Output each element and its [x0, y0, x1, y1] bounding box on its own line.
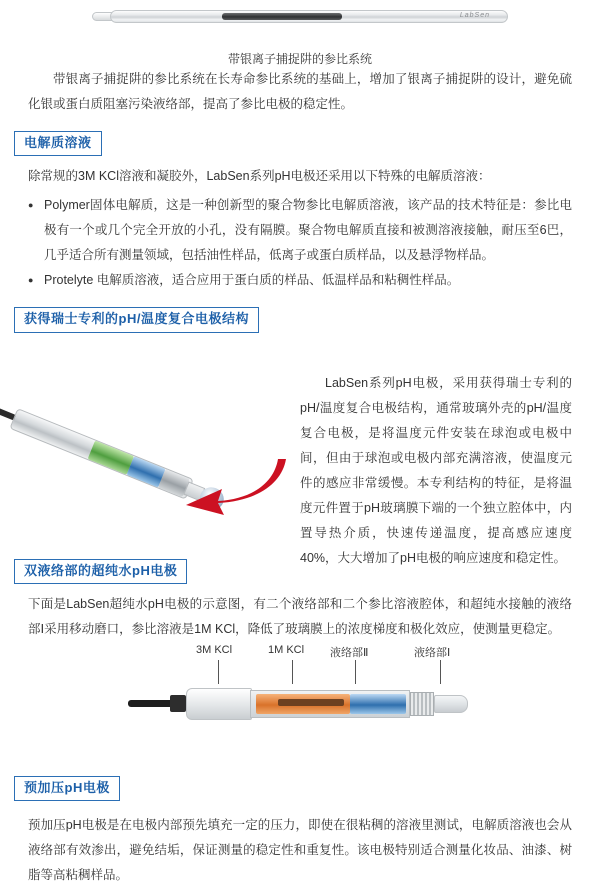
- ph-temp-structure-paragraph: LabSen系列pH电极，采用获得瑞士专利的pH/温度复合电极结构，通常玻璃外壳的pH/温度复合电极，是将温度元件安装在球泡或电极中间，但由于球泡或电极内部充满溶液，使温度元件的感应非常缓慢。本专利结构的特征，是将温度元件置于pH玻璃膜下端的一个独立腔体中，内置导热介质，快速传递温度，提高感应速度40%，大大增加了pH电极的响应速度和稳定性。: [300, 375, 572, 565]
- probe-brand-label: LabSen: [459, 12, 490, 19]
- pressurized-paragraph: 预加压pH电极是在电极内部预先填充一定的压力，即使在很粘稠的溶液里测试，电解质溶液也会从液络部有效渗出，避免结垢，保证测量的稳定性和重复性。该电极特别适合测量化妆品、油漆、树脂等高粘稠样品。: [28, 818, 572, 882]
- list-item: ● Protelyte 电解质溶液，适合应用于蛋白质的样品、低温样品和粘稠性样品。: [28, 268, 572, 293]
- diagram-label-3m-kcl: 3M KCl: [196, 643, 233, 656]
- ph-temp-electrode-illustration: [10, 351, 290, 541]
- reference-probe-illustration: [92, 6, 512, 26]
- top-electrode-image: [0, 0, 600, 48]
- section-heading-pressurized: 预加压pH电极: [14, 776, 120, 801]
- diagram-tick: [292, 660, 293, 684]
- diagram-tick: [218, 660, 219, 684]
- double-junction-electrode-drawing: [128, 684, 470, 724]
- top-image-caption: 带银离子捕捉阱的参比系统: [227, 52, 372, 66]
- electrolyte-paragraph: 除常规的3M KCl溶液和凝胶外，LabSen系列pH电极还采用以下特殊的电解质溶液：: [28, 169, 491, 184]
- diagram-label-junction-2: 液络部Ⅱ: [330, 646, 369, 659]
- intro-paragraph: 带银离子捕捉阱的参比系统在长寿命参比系统的基础上，增加了银离子捕捉阱的设计，避免硫化银或蛋白质阻塞污染液络部，提高了参比电极的稳定性。: [28, 72, 572, 111]
- red-arrow-icon: [178, 455, 288, 515]
- double-junction-paragraph: 下面是LabSen超纯水pH电极的示意图，有二个液络部和二个参比溶液腔体，和超纯水接触的液络部Ⅰ采用移动磨口，参比溶液是1M KCl，降低了玻璃膜上的浓度梯度和极化效应，使测量更稳定。: [28, 596, 572, 636]
- ph-temp-structure-block: [0, 345, 600, 565]
- section-heading-ph-temp-structure: 获得瑞士专利的pH/温度复合电极结构: [14, 307, 259, 332]
- dj-reference-wire: [278, 699, 344, 706]
- probe-silver-trap: [222, 13, 342, 20]
- dj-cable: [128, 700, 174, 707]
- dj-ground-joint: [410, 692, 434, 716]
- diagram-label-junction-1: 液络部Ⅰ: [414, 646, 451, 659]
- list-item: ● Polymer固体电解质，这是一种创新型的聚合物参比电解质溶液，该产品的技术特征是：参比电极有一个或几个完全开放的小孔，没有隔膜。聚合物电解质直接和被测溶液接触，耐压至6巴，几乎适合所有测量领域，包括油性样品，低离子或蛋白质样品，以及悬浮物样品。: [28, 193, 572, 268]
- section-heading-electrolyte: 电解质溶液: [14, 131, 102, 156]
- diagram-tick: [355, 660, 356, 684]
- dj-tip: [434, 695, 468, 713]
- electrolyte-bullet-list: [28, 193, 572, 293]
- diagram-tick: [440, 660, 441, 684]
- diagram-label-1m-kcl: 1M KCl: [268, 643, 305, 656]
- dj-second-chamber: [350, 694, 406, 714]
- dj-handle: [186, 688, 252, 720]
- section-heading-double-junction: 双液络部的超纯水pH电极: [14, 559, 187, 584]
- diagram-label-row: [0, 644, 600, 666]
- double-junction-diagram: [0, 644, 600, 762]
- dj-connector: [170, 695, 186, 712]
